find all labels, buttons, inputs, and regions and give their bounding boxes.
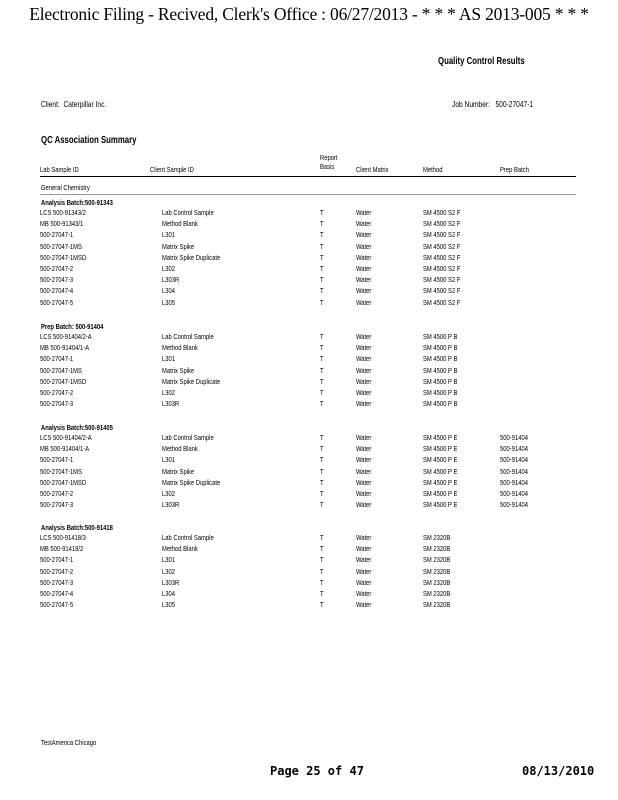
table-row	[0, 500, 618, 511]
cell-client-sample-id: L302	[162, 388, 176, 397]
cell-lab-sample-id: 500-27047-4	[40, 286, 74, 296]
cell-report-basis: T	[320, 577, 324, 587]
cell-client-matrix: Water	[356, 264, 372, 273]
cell-method: SM 4500 S2 F	[423, 275, 461, 285]
cell-client-sample-id: L303R	[162, 399, 180, 409]
cell-report-basis: T	[320, 444, 324, 454]
table-row	[0, 544, 618, 555]
cell-client-matrix: Water	[356, 208, 372, 217]
cell-client-matrix: Water	[356, 365, 372, 375]
table-row	[0, 555, 618, 566]
cell-lab-sample-id: LCS 500-91343/2	[40, 208, 86, 217]
cell-method: SM 4500 P B	[423, 365, 458, 375]
cell-client-sample-id: Matrix Spike	[162, 241, 195, 251]
cell-report-basis: T	[320, 264, 324, 273]
cell-method: SM 4500 P E	[423, 444, 458, 454]
cell-client-sample-id: L304	[162, 589, 176, 598]
cell-prep-batch: 500-91404	[500, 477, 528, 487]
cell-method: SM 4500 S2 F	[423, 241, 461, 251]
cell-method: SM 4500 P E	[423, 455, 458, 465]
cell-client-matrix: Water	[356, 444, 372, 454]
cell-client-sample-id: L302	[162, 489, 176, 498]
cell-method: SM 4500 P E	[423, 433, 458, 442]
cell-client-matrix: Water	[356, 433, 372, 442]
cell-lab-sample-id: 500-27047-2	[40, 566, 74, 576]
cell-method: SM 4500 S2 F	[423, 286, 461, 296]
cell-client-matrix: Water	[356, 577, 372, 587]
job-number-label: Job Number:	[452, 99, 490, 109]
cell-client-sample-id: L303R	[162, 577, 180, 587]
cell-client-sample-id: Matrix Spike Duplicate	[162, 477, 221, 487]
cell-lab-sample-id: LCS 500-91404/2-A	[40, 433, 92, 442]
cell-client-matrix: Water	[356, 241, 372, 251]
filing-banner: Electronic Filing - Recived, Clerk's Office : 06/27/2013 - * * * AS 2013-005 * * *	[29, 4, 589, 24]
cell-client-sample-id: L301	[162, 455, 176, 465]
cell-lab-sample-id: LCS 500-91404/2-A	[40, 332, 92, 341]
cell-lab-sample-id: 500-27047-4	[40, 589, 74, 598]
table-row	[0, 444, 618, 455]
cell-method: SM 4500 S2 F	[423, 208, 461, 217]
cell-report-basis: T	[320, 286, 324, 296]
cell-lab-sample-id: 500-27047-3	[40, 500, 74, 510]
cell-client-matrix: Water	[356, 544, 372, 554]
table-row	[0, 388, 618, 399]
table-row	[0, 298, 618, 309]
cell-client-matrix: Water	[356, 600, 372, 610]
cell-report-basis: T	[320, 208, 324, 217]
cell-client-sample-id: Matrix Spike	[162, 466, 195, 476]
cell-report-basis: T	[320, 589, 324, 598]
cell-client-sample-id: Method Blank	[162, 544, 198, 554]
table-row	[0, 399, 618, 410]
cell-lab-sample-id: 500-27047-1	[40, 230, 74, 240]
column-header-report-basis-line1: Report	[320, 153, 338, 162]
cell-lab-sample-id: MB 500-91404/1-A	[40, 343, 90, 353]
category-divider	[40, 194, 576, 195]
table-row	[0, 578, 618, 589]
cell-report-basis: T	[320, 489, 324, 498]
table-row	[0, 489, 618, 500]
client-label: Client:	[41, 99, 60, 109]
cell-report-basis: T	[320, 241, 324, 251]
job-number-value: 500-27047-1	[495, 99, 534, 109]
cell-client-matrix: Water	[356, 297, 372, 307]
cell-method: SM 2320B	[423, 577, 451, 587]
client-value: Caterpillar Inc.	[63, 99, 107, 109]
column-header-lab-sample-id: Lab Sample ID	[40, 165, 79, 174]
cell-report-basis: T	[320, 376, 324, 386]
cell-method: SM 4500 P B	[423, 343, 458, 353]
cell-client-sample-id: Method Blank	[162, 343, 198, 353]
cell-method: SM 2320B	[423, 555, 451, 565]
cell-client-sample-id: Matrix Spike	[162, 365, 195, 375]
cell-method: SM 2320B	[423, 589, 451, 598]
cell-report-basis: T	[320, 343, 324, 353]
cell-report-basis: T	[320, 544, 324, 554]
column-header-client-matrix: Client Matrix	[356, 165, 389, 174]
cell-client-sample-id: L303R	[162, 275, 180, 285]
cell-report-basis: T	[320, 219, 324, 229]
cell-client-sample-id: L304	[162, 286, 176, 296]
cell-client-sample-id: L301	[162, 230, 176, 240]
cell-report-basis: T	[320, 365, 324, 375]
table-row	[0, 264, 618, 275]
cell-prep-batch: 500-91404	[500, 489, 528, 498]
cell-lab-sample-id: 500-27047-1MSD	[40, 477, 87, 487]
cell-prep-batch: 500-91404	[500, 444, 528, 454]
cell-client-matrix: Water	[356, 343, 372, 353]
column-header-client-sample-id: Client Sample ID	[150, 165, 194, 174]
cell-client-matrix: Water	[356, 500, 372, 510]
cell-lab-sample-id: MB 500-91343/1	[40, 219, 84, 229]
cell-client-sample-id: L305	[162, 600, 176, 610]
cell-report-basis: T	[320, 297, 324, 307]
cell-lab-sample-id: 500-27047-1MSD	[40, 376, 87, 386]
cell-method: SM 4500 P B	[423, 376, 458, 386]
cell-lab-sample-id: 500-27047-5	[40, 600, 74, 610]
table-row	[0, 242, 618, 253]
cell-prep-batch: 500-91404	[500, 433, 528, 442]
cell-lab-sample-id: 500-27047-1MS	[40, 365, 82, 375]
group-title: Prep Batch: 500-91404	[41, 322, 104, 331]
cell-client-sample-id: L303R	[162, 500, 180, 510]
cell-client-matrix: Water	[356, 354, 372, 364]
cell-client-matrix: Water	[356, 219, 372, 229]
table-row	[0, 253, 618, 264]
cell-report-basis: T	[320, 388, 324, 397]
group-title: Analysis Batch:500-91405	[41, 423, 113, 432]
footer-date: 08/13/2010	[522, 764, 595, 778]
cell-client-sample-id: Lab Control Sample	[162, 533, 214, 542]
cell-report-basis: T	[320, 433, 324, 442]
cell-prep-batch: 500-91404	[500, 455, 528, 465]
cell-report-basis: T	[320, 600, 324, 610]
table-row	[0, 275, 618, 286]
cell-report-basis: T	[320, 230, 324, 240]
cell-report-basis: T	[320, 252, 324, 262]
cell-method: SM 4500 P E	[423, 477, 458, 487]
cell-report-basis: T	[320, 455, 324, 465]
cell-method: SM 4500 S2 F	[423, 230, 461, 240]
cell-method: SM 4500 S2 F	[423, 264, 461, 273]
cell-client-matrix: Water	[356, 376, 372, 386]
column-header-prep-batch: Prep Batch	[500, 165, 529, 174]
cell-lab-sample-id: MB 500-91418/2	[40, 544, 84, 554]
group-title: Analysis Batch:500-91418	[41, 523, 113, 532]
cell-method: SM 4500 P B	[423, 388, 458, 397]
cell-method: SM 4500 S2 F	[423, 252, 461, 262]
cell-method: SM 2320B	[423, 600, 451, 610]
table-row	[0, 354, 618, 365]
cell-method: SM 4500 P E	[423, 466, 458, 476]
cell-report-basis: T	[320, 399, 324, 409]
cell-lab-sample-id: 500-27047-3	[40, 577, 74, 587]
section-title: QC Association Summary	[41, 135, 137, 146]
column-header-method: Method	[423, 165, 443, 174]
cell-method: SM 4500 P E	[423, 489, 458, 498]
table-row	[0, 600, 618, 611]
table-row	[0, 467, 618, 478]
cell-report-basis: T	[320, 477, 324, 487]
table-row	[0, 219, 618, 230]
cell-lab-sample-id: 500-27047-1MS	[40, 466, 82, 476]
cell-client-matrix: Water	[356, 399, 372, 409]
cell-client-matrix: Water	[356, 589, 372, 598]
cell-lab-sample-id: 500-27047-1	[40, 455, 74, 465]
cell-lab-sample-id: LCS 500-91418/3	[40, 533, 86, 542]
cell-method: SM 4500 S2 F	[423, 297, 461, 307]
table-row	[0, 208, 618, 219]
cell-client-matrix: Water	[356, 286, 372, 296]
cell-lab-sample-id: 500-27047-1MSD	[40, 252, 87, 262]
table-row	[0, 343, 618, 354]
cell-method: SM 4500 P B	[423, 354, 458, 364]
cell-report-basis: T	[320, 466, 324, 476]
cell-client-matrix: Water	[356, 555, 372, 565]
cell-method: SM 4500 P B	[423, 399, 458, 409]
cell-client-matrix: Water	[356, 332, 372, 341]
table-row	[0, 332, 618, 343]
cell-method: SM 2320B	[423, 566, 451, 576]
cell-client-sample-id: Matrix Spike Duplicate	[162, 252, 221, 262]
table-row	[0, 377, 618, 388]
cell-method: SM 2320B	[423, 533, 451, 542]
column-header-report-basis-line2: Basis	[320, 162, 335, 171]
cell-client-matrix: Water	[356, 489, 372, 498]
cell-report-basis: T	[320, 555, 324, 565]
table-row	[0, 366, 618, 377]
cell-lab-sample-id: MB 500-91404/1-A	[40, 444, 90, 454]
table-row	[0, 230, 618, 241]
cell-client-sample-id: Lab Control Sample	[162, 332, 214, 341]
cell-client-matrix: Water	[356, 533, 372, 542]
cell-client-matrix: Water	[356, 466, 372, 476]
cell-client-matrix: Water	[356, 252, 372, 262]
cell-report-basis: T	[320, 332, 324, 341]
cell-report-basis: T	[320, 566, 324, 576]
cell-report-basis: T	[320, 354, 324, 364]
table-row	[0, 589, 618, 600]
cell-lab-sample-id: 500-27047-3	[40, 399, 74, 409]
cell-report-basis: T	[320, 500, 324, 510]
cell-lab-sample-id: 500-27047-5	[40, 297, 74, 307]
cell-lab-sample-id: 500-27047-2	[40, 388, 74, 397]
cell-lab-sample-id: 500-27047-3	[40, 275, 74, 285]
cell-method: SM 2320B	[423, 544, 451, 554]
cell-method: SM 4500 P B	[423, 332, 458, 341]
cell-client-sample-id: L305	[162, 297, 176, 307]
category-label: General Chemistry	[41, 183, 90, 192]
client-line	[41, 99, 106, 109]
report-title: Quality Control Results	[438, 56, 525, 67]
cell-client-matrix: Water	[356, 566, 372, 576]
footer-lab-name: TestAmerica Chicago	[41, 738, 97, 747]
cell-client-matrix: Water	[356, 388, 372, 397]
cell-report-basis: T	[320, 275, 324, 285]
cell-prep-batch: 500-91404	[500, 466, 528, 476]
cell-client-matrix: Water	[356, 275, 372, 285]
page-number: Page 25 of 47	[270, 764, 364, 778]
table-row	[0, 567, 618, 578]
cell-client-matrix: Water	[356, 477, 372, 487]
group-title: Analysis Batch:500-91343	[41, 198, 113, 207]
cell-client-sample-id: L301	[162, 555, 176, 565]
cell-lab-sample-id: 500-27047-2	[40, 264, 74, 273]
table-row	[0, 286, 618, 297]
cell-client-sample-id: Lab Control Sample	[162, 208, 214, 217]
table-row	[0, 433, 618, 444]
cell-client-sample-id: Lab Control Sample	[162, 433, 214, 442]
job-number-line	[452, 99, 533, 109]
cell-client-sample-id: L302	[162, 566, 176, 576]
cell-lab-sample-id: 500-27047-1	[40, 354, 74, 364]
table-row	[0, 478, 618, 489]
cell-client-sample-id: Method Blank	[162, 219, 198, 229]
cell-client-matrix: Water	[356, 230, 372, 240]
cell-lab-sample-id: 500-27047-1MS	[40, 241, 82, 251]
cell-report-basis: T	[320, 533, 324, 542]
cell-method: SM 4500 S2 F	[423, 219, 461, 229]
cell-lab-sample-id: 500-27047-1	[40, 555, 74, 565]
cell-client-sample-id: Method Blank	[162, 444, 198, 454]
table-row	[0, 455, 618, 466]
cell-client-sample-id: L302	[162, 264, 176, 273]
cell-client-matrix: Water	[356, 455, 372, 465]
table-row	[0, 533, 618, 544]
cell-client-sample-id: L301	[162, 354, 176, 364]
cell-client-sample-id: Matrix Spike Duplicate	[162, 376, 221, 386]
cell-lab-sample-id: 500-27047-2	[40, 489, 74, 498]
cell-prep-batch: 500-91404	[500, 500, 528, 510]
header-divider	[40, 176, 576, 177]
cell-method: SM 4500 P E	[423, 500, 458, 510]
